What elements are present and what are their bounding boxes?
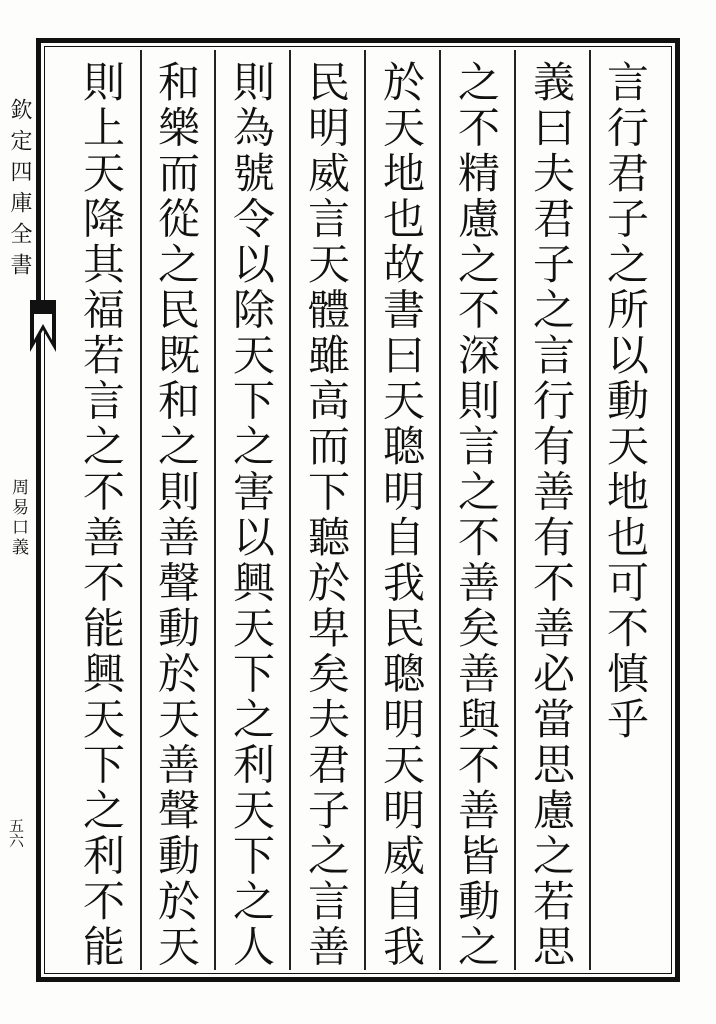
text-column-7: 和樂而從之民既和之則善聲動於天善聲動於天 [152,60,201,970]
page-border-inner [44,46,672,974]
text-column-2: 義曰夫君子之言行有善有不善必當思慮之若思 [527,60,576,970]
column-rule [214,50,216,970]
column-rule [589,50,591,970]
column-rule [364,50,366,970]
text-column-5: 民明威言天體雖高而下聽於卑矣夫君子之言善 [302,60,351,970]
collection-title: 欽定四庫全書 [7,98,32,284]
column-rule [439,50,441,970]
page-margin [0,38,36,982]
text-column-1: 言行君子之所以動天地也可不慎乎 [601,60,650,743]
page-number: 五六 [7,818,25,848]
column-rule [289,50,291,970]
text-column-8: 則上天降其福若言之不善不能興天下之利不能 [77,60,126,970]
fish-tail-ornament-icon [30,300,56,352]
column-rule [140,50,142,970]
book-title: 周易口義 [8,478,28,558]
column-rule [514,50,516,970]
text-column-3: 之不精慮之不深則言之不善矣善與不善皆動之 [452,60,501,970]
text-column-6: 則為號令以除天下之害以興天下之利天下之人 [227,60,276,970]
text-column-4: 於天地也故書曰天聰明自我民聰明天明威自我 [377,60,426,970]
